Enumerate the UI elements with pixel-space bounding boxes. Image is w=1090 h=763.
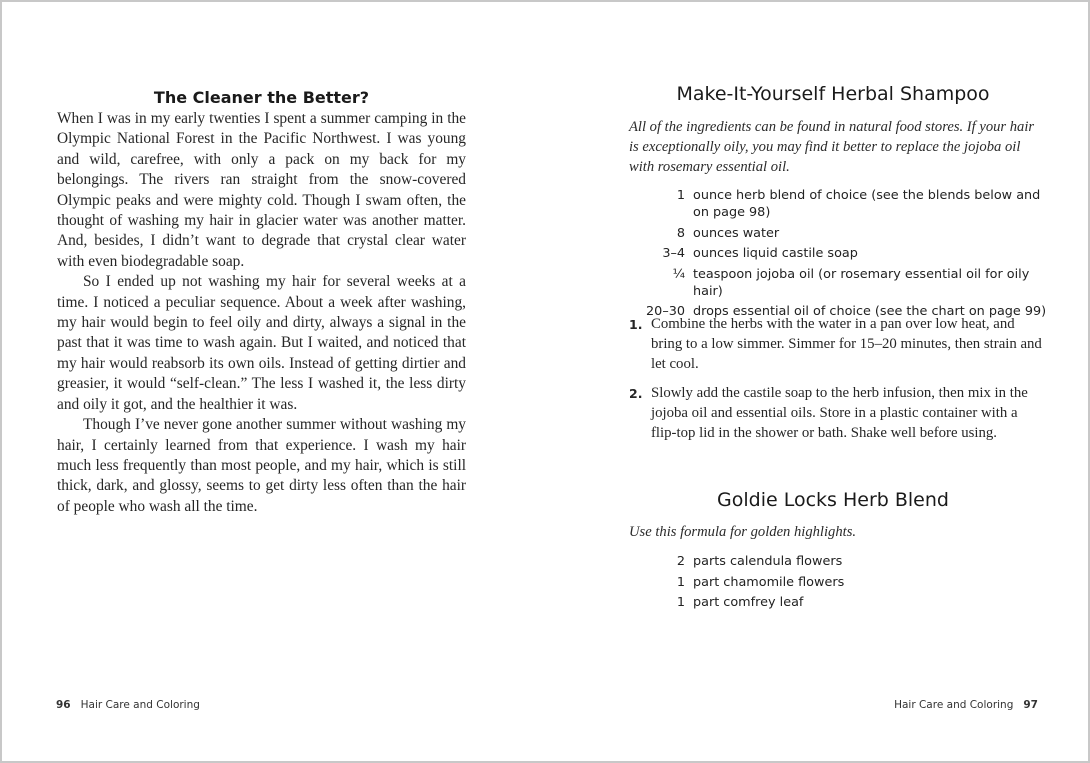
instruction-step	[629, 314, 1044, 374]
body-text	[57, 109, 466, 517]
ingredient-description: teaspoon jojoba oil (or rosemary essential oil for oily hair)	[693, 266, 1030, 299]
ingredient-row	[629, 574, 1049, 591]
recipe-intro: All of the ingredients can be found in natural food stores. If your hair is exceptionally oily, you may find it better to replace the jojoba oil with rosemary essential oil.	[629, 119, 1035, 175]
paragraph: Though I’ve never gone another summer without washing my hair, I certainly learned from that experience. I wash my hair much less frequently than most people, and my hair, which is still thick, dark, and glossy, seems to get dirty less often than the hair of people who wash all the time.	[57, 416, 466, 515]
blend-ingredient-list	[629, 553, 1049, 615]
paragraph: So I ended up not washing my hair for several weeks at a time. I noticed a peculiar sequence. About a week after washing, my hair would begin to feel oily and dirty, always a signal in the past that it was time to wash again. But I waited, and noticed that my hair would reabsorb its own oils. Instead of getting dirtier and greasier, it would “self-clean.” The less I washed it, the less dirty and oily it got, and the healthier it was.	[57, 273, 466, 413]
step-number: 1.	[629, 317, 643, 332]
ingredient-description: part comfrey leaf	[693, 595, 804, 610]
ingredient-quantity: 1	[676, 595, 685, 610]
ingredient-row	[629, 245, 1049, 262]
recipe-title: Make-It-Yourself Herbal Shampoo	[676, 83, 990, 105]
step-text: Combine the herbs with the water in a pan over low heat, and bring to a low simmer. Simmer for 15–20 minutes, then strain and let cool.	[651, 316, 1042, 372]
ingredient-row	[629, 187, 1049, 221]
ingredient-quantity: 1	[676, 574, 685, 590]
running-footer-title: Hair Care and Coloring	[894, 699, 1014, 711]
blend-title: Goldie Locks Herb Blend	[717, 489, 949, 511]
ingredient-description: drops essential oil of choice (see the chart on page 99)	[693, 304, 1047, 319]
step-text: Slowly add the castile soap to the herb infusion, then mix in the jojoba oil and essential oils. Store in a plastic container with a flip-top lid in the shower or bath. Shake well before using.	[651, 385, 1028, 441]
page-footer	[894, 699, 1038, 711]
ingredient-row	[629, 266, 1049, 300]
page-number: 96	[56, 699, 71, 711]
ingredient-row	[629, 553, 1049, 570]
paragraph: When I was in my early twenties I spent a summer camping in the Olympic National Forest in the Pacific Northwest. I was young and wild, carefree, with only a pack on my back for my belongings. The rivers ran straight from the snow-covered Olympic peaks and were mighty cold. Though I swam often, the thought of washing my hair in glacier water was another matter. And, besides, I didn’t want to degrade that crystal clear water with even biodegradable soap.	[57, 110, 466, 270]
step-number: 2.	[629, 386, 643, 401]
ingredient-quantity: 2	[676, 554, 685, 569]
ingredient-quantity: ¼	[672, 266, 685, 282]
blend-intro: Use this formula for golden highlights.	[629, 524, 857, 540]
ingredient-description: parts calendula flowers	[693, 554, 843, 569]
instruction-step	[629, 383, 1044, 443]
left-page	[2, 2, 545, 761]
ingredient-quantity: 1	[676, 188, 685, 203]
ingredient-quantity: 20–30	[646, 304, 685, 319]
running-footer-title: Hair Care and Coloring	[80, 699, 200, 711]
page-footer	[56, 699, 200, 711]
instruction-steps	[629, 314, 1044, 452]
section-heading: The Cleaner the Better?	[153, 88, 370, 107]
ingredient-description: ounces water	[693, 225, 780, 241]
ingredient-description: ounces liquid castile soap	[693, 246, 858, 261]
ingredient-row	[629, 594, 1049, 611]
ingredient-row	[629, 225, 1049, 242]
ingredient-quantity: 8	[676, 225, 685, 241]
page-number: 97	[1023, 699, 1038, 711]
right-page	[545, 2, 1088, 761]
ingredient-quantity: 3–4	[662, 246, 685, 261]
ingredient-list	[629, 187, 1049, 324]
ingredient-description: ounce herb blend of choice (see the blends below and on page 98)	[693, 188, 1041, 220]
ingredient-description: part chamomile flowers	[693, 574, 845, 590]
